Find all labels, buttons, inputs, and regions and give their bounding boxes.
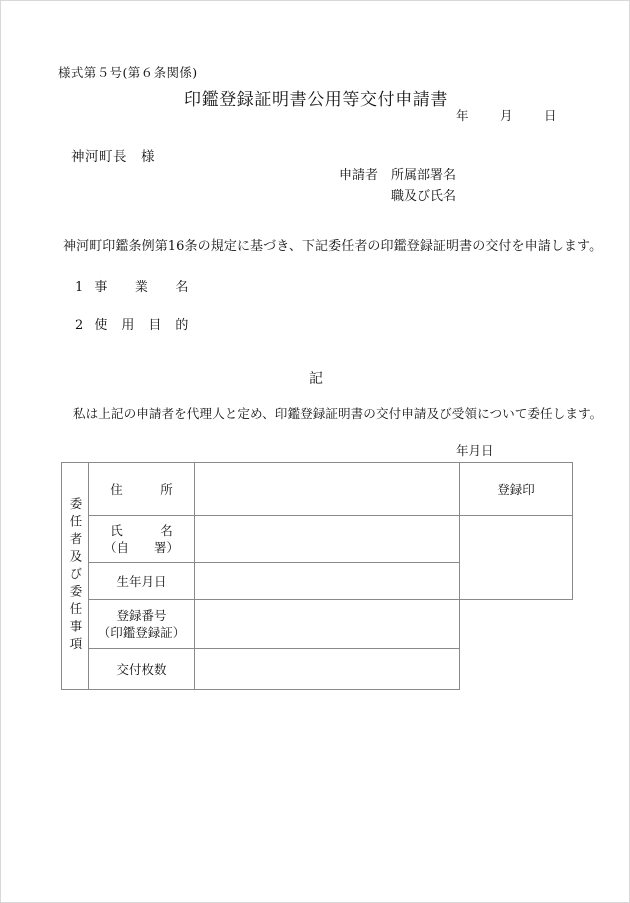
table-row — [62, 516, 573, 563]
date-bottom-year-label: 年 — [456, 443, 469, 458]
empty-filler-cell — [460, 600, 573, 649]
row-label-name-sub: （自 署） — [103, 540, 179, 555]
date-bottom-day-label: 日 — [481, 443, 494, 458]
date-line-top — [456, 106, 557, 124]
table-row — [62, 649, 573, 690]
item-business-name — [75, 276, 189, 295]
date-bottom-month-label: 月 — [468, 443, 482, 458]
item-purpose-of-use — [75, 314, 189, 333]
row-value-copies[interactable] — [195, 649, 460, 690]
item-1-number: 1 — [75, 280, 84, 295]
ki-mark: 記 — [309, 371, 323, 387]
item-1-label: 事 業 名 — [94, 280, 189, 295]
empty-filler-cell — [460, 649, 573, 690]
addressee: 神河町長 様 — [71, 149, 155, 165]
seal-stamp-area[interactable] — [460, 516, 573, 600]
date-line-bottom — [456, 441, 494, 459]
item-2-label: 使 用 目 的 — [94, 318, 189, 333]
item-2-number: 2 — [75, 318, 84, 333]
date-year-label: 年 — [456, 108, 469, 123]
applicant-block — [339, 165, 456, 207]
form-number: 様式第５号(第６条関係) — [58, 65, 198, 80]
body-statement: 神河町印鑑条例第16条の規定に基づき、下記委任者の印鑑登録証明書の交付を申請します。 — [63, 239, 603, 254]
row-label-address: 住 所 — [89, 463, 195, 516]
row-label-registration-number — [89, 600, 195, 649]
seal-header: 登録印 — [460, 463, 573, 516]
delegation-table-grid — [61, 462, 573, 690]
row-label-regno-sub: （印鑑登録証） — [97, 625, 186, 640]
applicant-department-line: 申請者 所属部署名 — [339, 168, 457, 183]
table-row — [62, 600, 573, 649]
delegation-table — [61, 462, 573, 690]
row-value-address[interactable] — [195, 463, 460, 516]
vertical-header-label: 委任者及び委任事項 — [68, 497, 83, 655]
row-label-regno-main: 登録番号 — [116, 608, 167, 623]
vertical-header-cell — [62, 463, 89, 690]
row-value-name[interactable] — [195, 516, 460, 563]
row-label-name-main: 氏 名 — [110, 523, 173, 538]
delegation-statement: 私は上記の申請者を代理人と定め、印鑑登録証明書の交付申請及び受領について委任します。 — [73, 406, 603, 421]
date-day-label: 日 — [544, 108, 557, 123]
row-label-name — [89, 516, 195, 563]
table-row — [62, 463, 573, 516]
applicant-name-line: 職及び氏名 — [391, 189, 457, 204]
row-value-registration-number[interactable] — [195, 600, 460, 649]
row-value-birthdate[interactable] — [195, 563, 460, 600]
row-label-birthdate: 生年月日 — [89, 563, 195, 600]
page-title: 印鑑登録証明書公用等交付申請書 — [184, 90, 448, 110]
row-label-copies: 交付枚数 — [89, 649, 195, 690]
date-month-label: 月 — [500, 108, 513, 123]
